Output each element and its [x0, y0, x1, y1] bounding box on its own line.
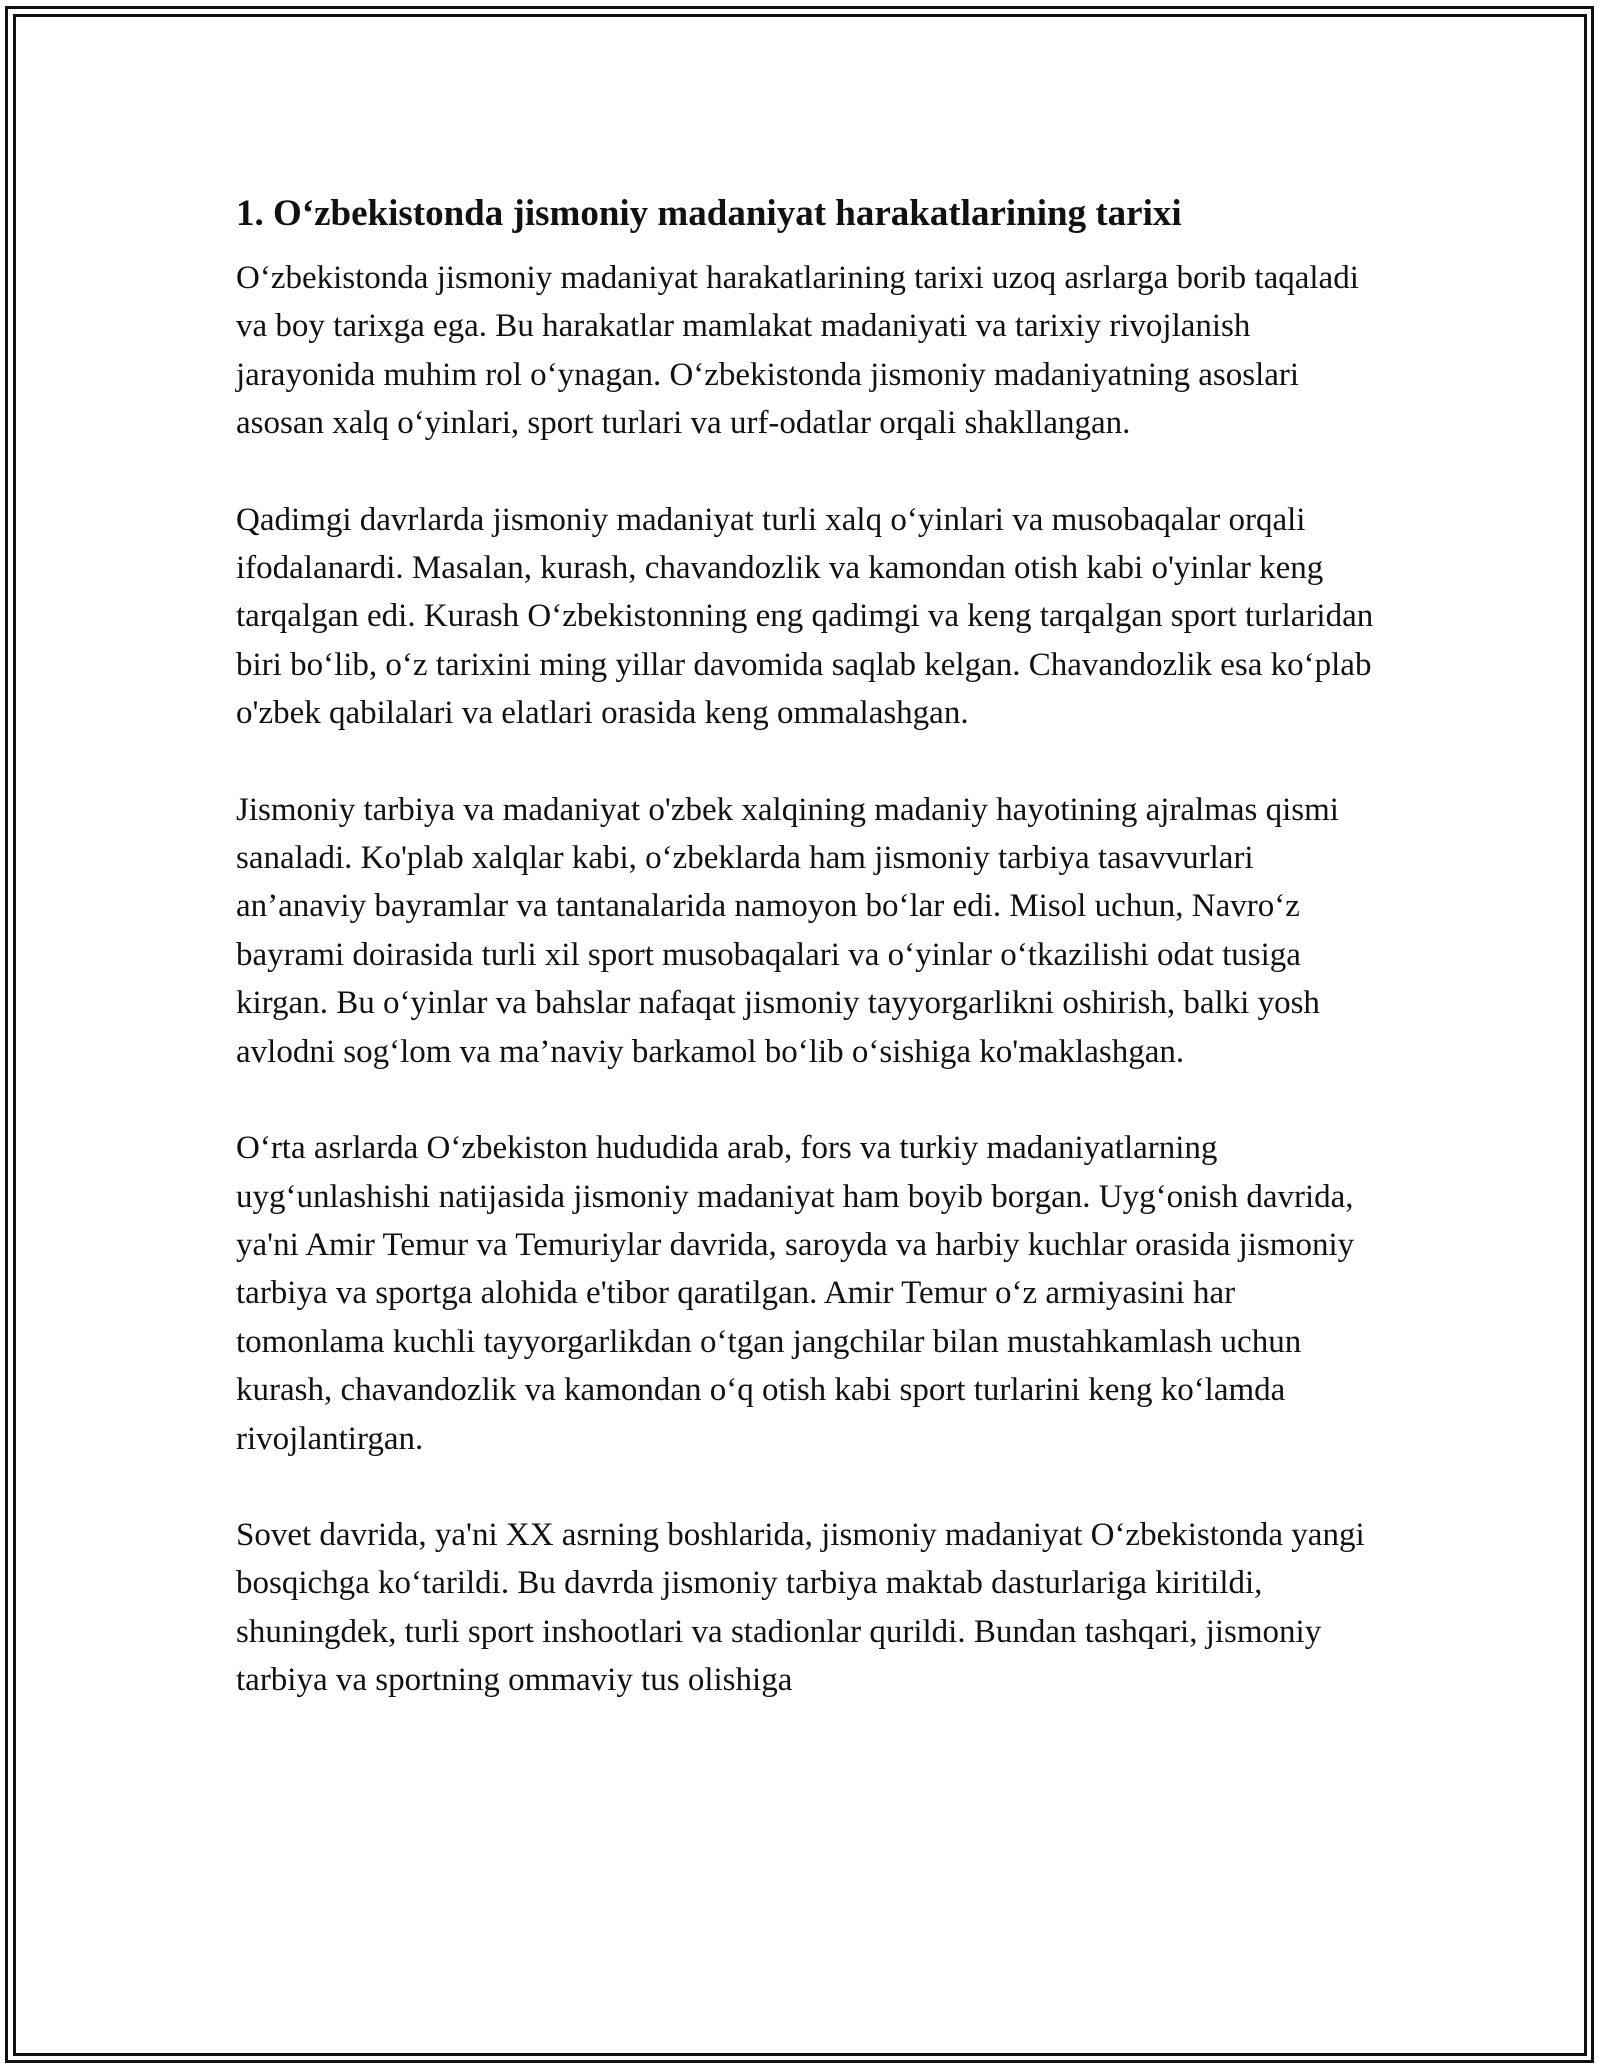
paragraph-1: O‘zbekistonda jismoniy madaniyat harakatlarining tarixi uzoq asrlarga borib taqaladi va boy tarixga ega. Bu harakatlar mamlakat madaniyati va tarixiy rivojlanish jarayonida muhim rol o‘ynagan. O‘zbekistonda jismoniy madaniyatning asoslari asosan xalq o‘yinlari, sport turlari va urf-odatlar orqali shakllangan.	[236, 260, 1359, 442]
section-heading: 1. O‘zbekistonda jismoniy madaniyat harakatlarining tarixi	[236, 193, 1182, 234]
paragraph-2: Qadimgi davrlarda jismoniy madaniyat turli xalq o‘yinlari va musobaqalar orqali ifodalanardi. Masalan, kurash, chavandozlik va kamondan otish kabi o'yinlar keng tarqalgan edi. Kurash O‘zbekistonning eng qadimgi va keng tarqalgan sport turlaridan biri bo‘lib, o‘z tarixini ming yillar davomida saqlab kelgan. Chavandozlik esa ko‘plab o'zbek qabilalari va elatlari orasida keng ommalashgan.	[236, 501, 1374, 732]
document-body	[236, 182, 1381, 1753]
paragraph-5: Sovet davrida, ya'ni XX asrning boshlarida, jismoniy madaniyat O‘zbekistonda yangi bosqichga ko‘tarildi. Bu davrda jismoniy tarbiya maktab dasturlariga kiritildi, shuningdek, turli sport inshootlari va stadionlar qurildi. Bundan tashqari, jismoniy tarbiya va sportning ommaviy tus olishiga	[236, 1516, 1365, 1699]
paragraph-3: Jismoniy tarbiya va madaniyat o'zbek xalqining madaniy hayotining ajralmas qismi sanaladi. Ko'plab xalqlar kabi, o‘zbeklarda ham jismoniy tarbiya tasavvurlari an’anaviy bayramlar va tantanalarida namoyon bo‘lar edi. Misol uchun, Navro‘z bayrami doirasida turli xil sport musobaqalari va o‘yinlar o‘tkazilishi odat tusiga kirgan. Bu o‘yinlar va bahslar nafaqat jismoniy tayyorgarlikni oshirish, balki yosh avlodni sog‘lom va ma’naviy barkamol bo‘lib o‘sishiga ko'maklashgan.	[236, 791, 1339, 1070]
paragraph-4: O‘rta asrlarda O‘zbekiston hududida arab, fors va turkiy madaniyatlarning uyg‘unlashishi natijasida jismoniy madaniyat ham boyib borgan. Uyg‘onish davrida, ya'ni Amir Temur va Temuriylar davrida, saroyda va harbiy kuchlar orasida jismoniy tarbiya va sportga alohida e'tibor qaratilgan. Amir Temur o‘z armiyasini har tomonlama kuchli tayyorgarlikdan o‘tgan jangchilar bilan mustahkamlash uchun kurash, chavandozlik va kamondan o‘q otish kabi sport turlarini keng ko‘lamda rivojlantirgan.	[236, 1130, 1355, 1457]
